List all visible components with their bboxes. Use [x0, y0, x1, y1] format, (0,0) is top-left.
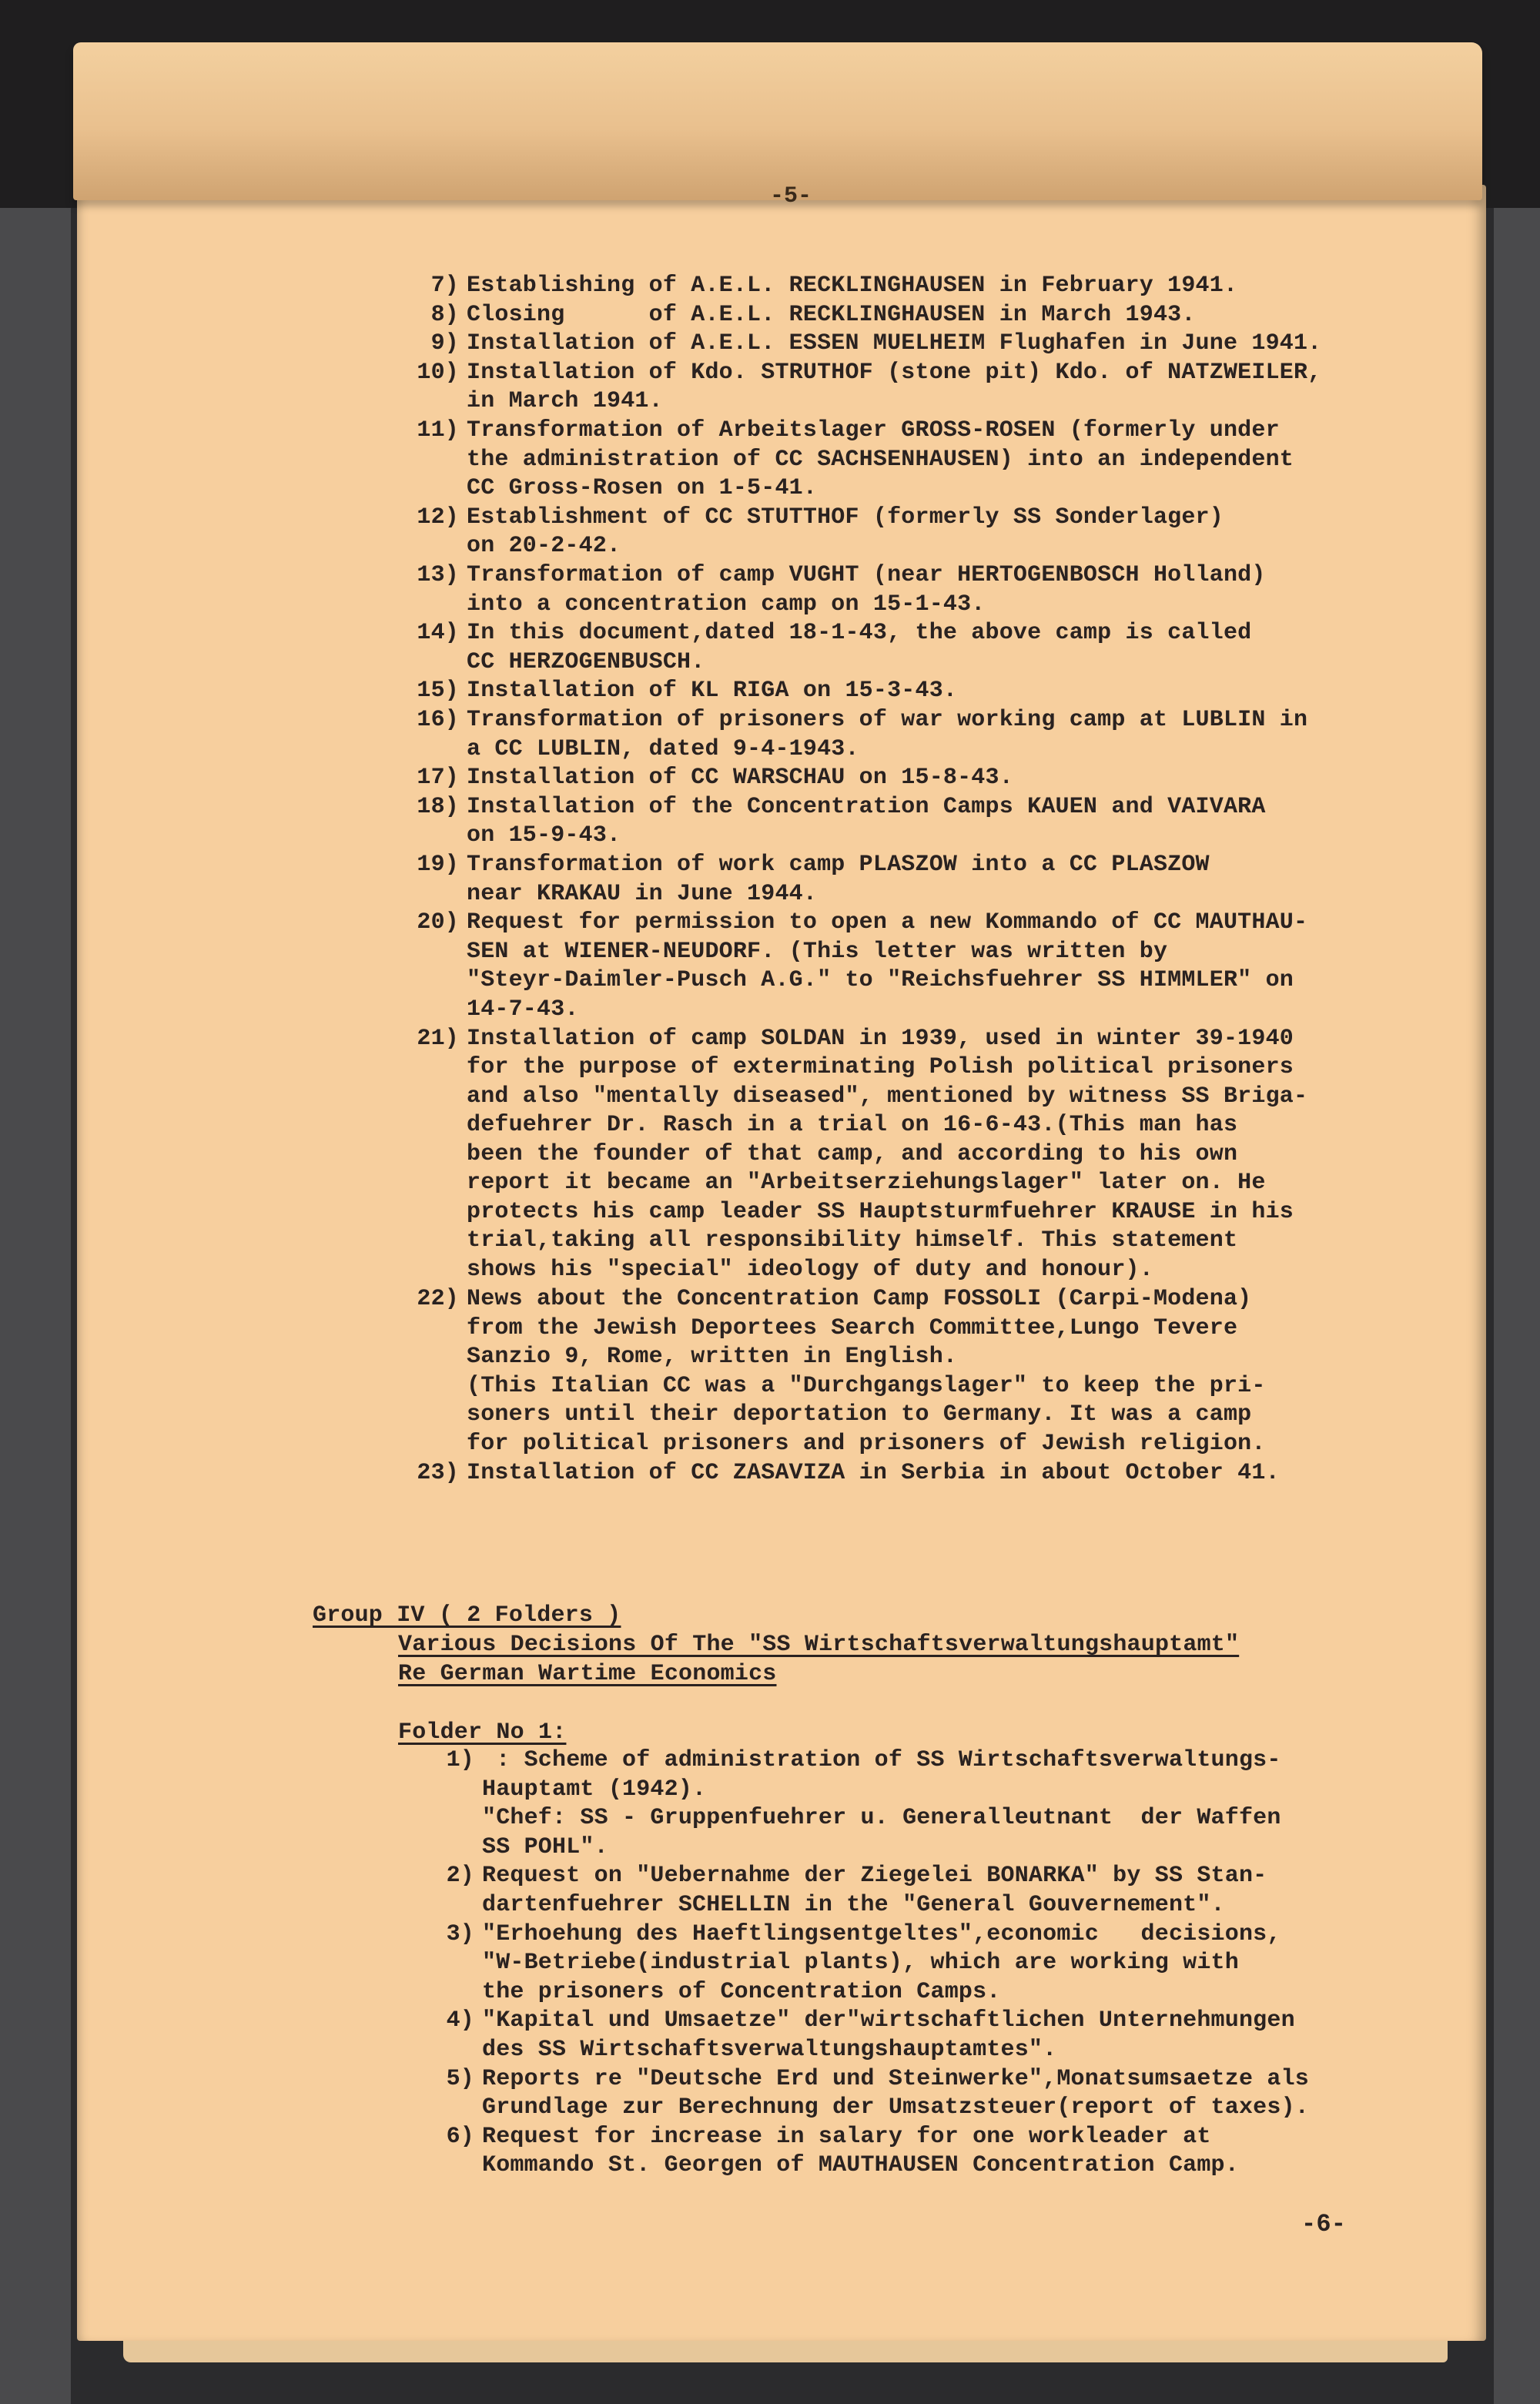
list-item-text-line: from the Jewish Deportees Search Committee,Lungo Tevere [467, 1314, 1238, 1341]
list-item-text-line: the prisoners of Concentration Camps. [482, 1978, 1001, 2005]
list-item [417, 764, 1013, 793]
list-item [417, 504, 1224, 561]
list-item-text-line: a CC LUBLIN, dated 9-4-1943. [467, 735, 859, 762]
list-item-text-line: "W-Betriebe(industrial plants), which are working with [482, 1950, 1239, 1977]
list-item-text-line: CC HERZOGENBUSCH. [467, 648, 705, 675]
list-item [430, 301, 1196, 330]
list-item-number: 19) [417, 852, 459, 878]
list-item-text-line: for the purpose of exterminating Polish political prisoners [467, 1054, 1294, 1081]
list-item [417, 1459, 1280, 1488]
list-item [417, 1025, 1308, 1285]
list-item-text-line: Installation of Kdo. STRUTHOF (stone pit) Kdo. of NATZWEILER, [467, 359, 1322, 386]
list-item-number: 14) [417, 620, 459, 647]
list-item-text-line: "Kapital und Umsaetze" der"wirtschaftlichen Unternehmungen [482, 2007, 1295, 2034]
list-item [417, 1285, 1266, 1458]
scan-background-left [0, 208, 71, 2404]
fold-page-mark: -5- [770, 183, 812, 209]
list-item-text-line: the administration of CC SACHSENHAUSEN) into an independent [467, 446, 1294, 473]
list-item-text-line: dartenfuehrer SCHELLIN in the "General Gouvernement". [482, 1891, 1225, 1918]
folder-label: Folder No 1: [398, 1719, 567, 1746]
list-item-text-line: "Chef: SS - Gruppenfuehrer u. Generalleutnant der Waffen [482, 1805, 1281, 1831]
list-item-text-line: Grundlage zur Berechnung der Umsatzsteuer(report of taxes). [482, 2094, 1309, 2121]
list-item [446, 1920, 1281, 2007]
list-item [417, 359, 1322, 417]
list-item-text-line: 14-7-43. [467, 996, 579, 1023]
list-item-text-line: into a concentration camp on 15-1-43. [467, 591, 986, 618]
list-item-number: 12) [417, 504, 459, 531]
list-item-text-line: Kommando St. Georgen of MAUTHAUSEN Concentration Camp. [482, 2152, 1239, 2179]
list-item-number: 7) [430, 273, 459, 299]
scan-background-right [1494, 208, 1540, 2404]
list-item-text-line: SEN at WIENER-NEUDORF. (This letter was written by [467, 938, 1168, 965]
list-item-text-line: near KRAKAU in June 1944. [467, 880, 818, 907]
folded-previous-page [73, 42, 1482, 200]
group-subtitle-1: Various Decisions Of The "SS Wirtschaftsverwaltungshauptamt" [398, 1632, 1240, 1658]
list-item-text-line: "Erhoehung des Haeftlingsentgeltes",economic decisions, [482, 1920, 1281, 1947]
list-item-text-line: and also "mentally diseased", mentioned by witness SS Briga- [467, 1083, 1308, 1110]
list-item-number: 6) [446, 2123, 474, 2150]
list-item-text-line: in March 1941. [467, 388, 663, 415]
list-item-text-line: protects his camp leader SS Hauptsturmfuehrer KRAUSE in his [467, 1198, 1294, 1225]
list-item-text-line: Establishing of A.E.L. RECKLINGHAUSEN in February 1941. [467, 273, 1238, 299]
list-item-text-line: report it became an "Arbeitserziehungslager" later on. He [467, 1170, 1266, 1197]
list-item-text-line: for political prisoners and prisoners of Jewish religion. [467, 1430, 1266, 1457]
list-item [417, 417, 1294, 504]
list-item-number: 18) [417, 793, 459, 820]
page-number: -6- [1301, 2210, 1347, 2238]
list-item-text-line: Transformation of work camp PLASZOW into a CC PLASZOW [467, 852, 1210, 878]
list-item [430, 272, 1238, 301]
list-item-text-line: des SS Wirtschaftsverwaltungshauptamtes". [482, 2036, 1057, 2063]
list-item-text-line: Transformation of Arbeitslager GROSS-ROSEN (formerly under [467, 417, 1280, 444]
list-item-text-line: Request on "Uebernahme der Ziegelei BONARKA" by SS Stan- [482, 1863, 1267, 1890]
list-item-text-line: defuehrer Dr. Rasch in a trial on 16-6-43.(This man has [467, 1112, 1238, 1139]
list-item [417, 793, 1266, 851]
list-item-text-line: Installation of CC ZASAVIZA in Serbia in about October 41. [467, 1459, 1280, 1486]
list-item [417, 851, 1210, 909]
list-item-text-line: Installation of camp SOLDAN in 1939, used in winter 39-1940 [467, 1025, 1294, 1052]
list-item-text-line: Closing of A.E.L. RECKLINGHAUSEN in March 1943. [467, 301, 1196, 328]
list-item-text-line: SS POHL". [482, 1833, 608, 1860]
list-item [446, 1746, 1281, 1862]
list-item-text-line: In this document,dated 18-1-43, the above camp is called [467, 620, 1252, 647]
list-item-text-line: on 20-2-42. [467, 533, 621, 560]
group-subtitle-2: Re German Wartime Economics [398, 1661, 777, 1687]
list-item-text-line: soners until their deportation to Germany. It was a camp [467, 1401, 1252, 1428]
list-item-number: 10) [417, 359, 459, 386]
list-item-number: 8) [430, 301, 459, 328]
list-item-text-line: on 15-9-43. [467, 822, 621, 849]
list-item-text-line: Installation of A.E.L. ESSEN MUELHEIM Flughafen in June 1941. [467, 330, 1322, 357]
list-item-number: 3) [446, 1920, 474, 1947]
list-item-text-line: "Steyr-Daimler-Pusch A.G." to "Reichsfuehrer SS HIMMLER" on [467, 967, 1294, 994]
list-item-text-line: Establishment of CC STUTTHOF (formerly SS Sonderlager) [467, 504, 1224, 531]
list-item-number: 2) [446, 1863, 474, 1890]
list-item-number: 1) [446, 1747, 474, 1773]
list-item [446, 2123, 1239, 2181]
list-item-number: 23) [417, 1459, 459, 1486]
list-item [430, 330, 1322, 359]
list-item-number: 5) [446, 2065, 474, 2092]
list-item-text-line: Transformation of camp VUGHT (near HERTOGENBOSCH Holland) [467, 562, 1266, 588]
list-item-number: 16) [417, 707, 459, 733]
group-heading: Group IV ( 2 Folders ) [313, 1602, 621, 1629]
list-item-text-line: News about the Concentration Camp FOSSOLI (Carpi-Modena) [467, 1286, 1252, 1312]
list-item [417, 706, 1308, 764]
list-item-number: 22) [417, 1286, 459, 1312]
list-item-text-line: Request for increase in salary for one workleader at [482, 2123, 1211, 2150]
list-item-number: 21) [417, 1025, 459, 1052]
list-item-number: 20) [417, 909, 459, 936]
list-item-text-line: Hauptamt (1942). [482, 1776, 707, 1803]
list-item-text-line: been the founder of that camp, and according to his own [467, 1140, 1238, 1167]
list-item [417, 561, 1266, 619]
list-item-text-line: shows his "special" ideology of duty and honour). [467, 1256, 1153, 1283]
list-item-number: 11) [417, 417, 459, 444]
list-item-text-line: Transformation of prisoners of war working camp at LUBLIN in [467, 707, 1308, 733]
list-item-text-line: CC Gross-Rosen on 1-5-41. [467, 475, 818, 501]
list-item-text-line: Installation of KL RIGA on 15-3-43. [467, 678, 958, 705]
list-item [417, 909, 1308, 1024]
list-item [446, 2065, 1309, 2123]
list-item-text-line: Request for permission to open a new Kommando of CC MAUTHAU- [467, 909, 1308, 936]
list-item [417, 619, 1252, 677]
list-item-text-line: Reports re "Deutsche Erd und Steinwerke",Monatsumsaetze als [482, 2065, 1309, 2092]
list-item-text-line: (This Italian CC was a "Durchgangslager" to keep the pri- [467, 1372, 1266, 1399]
list-item [417, 677, 958, 706]
list-item-text-line: Sanzio 9, Rome, written in English. [467, 1344, 958, 1370]
list-item-text-line: : Scheme of administration of SS Wirtschaftsverwaltungs- [482, 1747, 1281, 1773]
list-item [446, 1862, 1267, 1920]
list-item-number: 15) [417, 678, 459, 705]
list-item-text-line: Installation of the Concentration Camps KAUEN and VAIVARA [467, 793, 1266, 820]
list-item-text-line: trial,taking all responsibility himself. This statement [467, 1227, 1238, 1254]
list-item [446, 2007, 1295, 2064]
list-item-text-line: Installation of CC WARSCHAU on 15-8-43. [467, 765, 1013, 792]
list-item-number: 9) [430, 330, 459, 357]
list-item-number: 13) [417, 562, 459, 588]
list-item-number: 17) [417, 765, 459, 792]
list-item-number: 4) [446, 2007, 474, 2034]
